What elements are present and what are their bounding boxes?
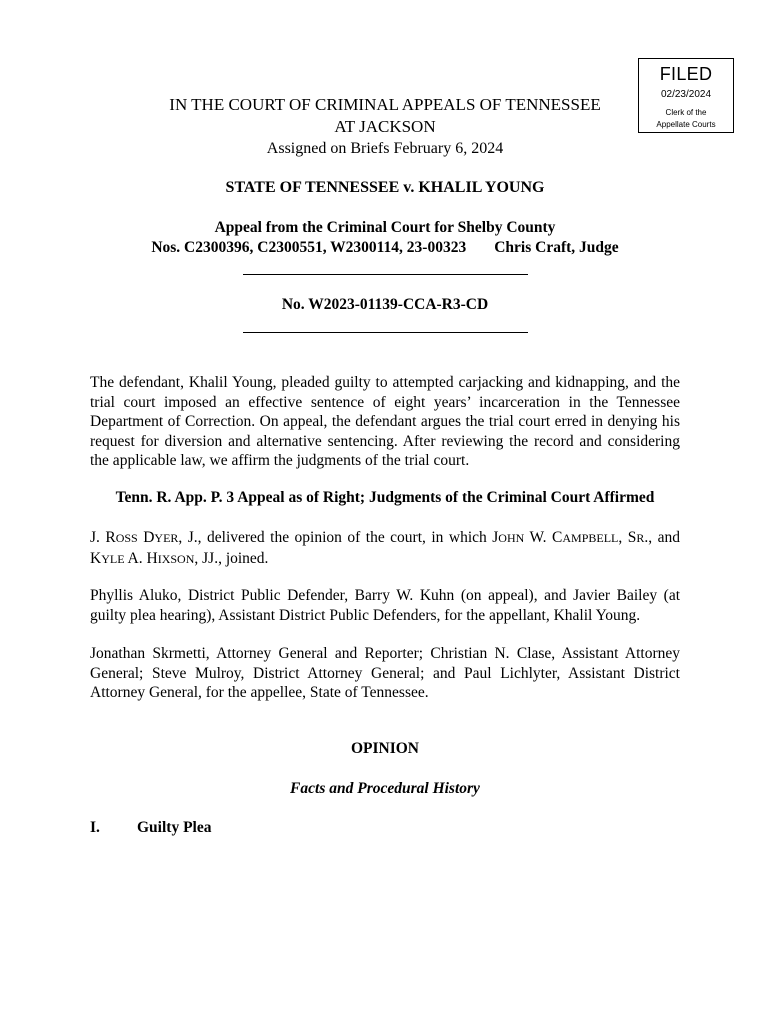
stamp-clerk-line2: Appellate Courts xyxy=(656,120,716,129)
court-name: IN THE COURT OF CRIMINAL APPEALS OF TENNESSEE xyxy=(169,95,601,114)
stamp-date: 02/23/2024 xyxy=(660,89,712,100)
filed-stamp xyxy=(638,58,734,133)
docket-number: No. W2023-01139-CCA-R3-CD xyxy=(281,296,489,313)
authorship: J. ROSS DYER, J., delivered the opinion of the court, in which JOHN W. CAMPBELL, SR., and KYLE A. HIXSON, JJ., joined. xyxy=(90,529,680,567)
disposition: Tenn. R. App. P. 3 Appeal as of Right; Judgments of the Criminal Court Affirmed xyxy=(115,489,655,506)
appeal-from: Appeal from the Criminal Court for Shelby County xyxy=(214,219,556,236)
opinion-heading: OPINION xyxy=(350,740,420,757)
facts-heading: Facts and Procedural History xyxy=(290,780,480,797)
section-title: Guilty Plea xyxy=(137,819,212,836)
counsel-appellant: Phyllis Aluko, District Public Defender, Barry W. Kuhn (on appeal), and Javier Bailey (at guilty plea hearing), Assistant District Public Defenders, for the appellant, Khalil Young. xyxy=(90,587,680,624)
case-numbers: Nos. C2300396, C2300551, W2300114, 23-00323 xyxy=(151,239,467,256)
court-location: AT JACKSON xyxy=(334,117,436,136)
section-number: I. xyxy=(90,819,100,836)
header-rule-top xyxy=(243,274,528,275)
trial-judge: Chris Craft, Judge xyxy=(494,239,619,256)
stamp-clerk-line1: Clerk of the xyxy=(665,108,707,117)
header-rule-bottom xyxy=(243,332,528,333)
case-title: STATE OF TENNESSEE v. KHALIL YOUNG xyxy=(225,179,545,196)
case-summary: The defendant, Khalil Young, pleaded guilty to attempted carjacking and kidnapping, and the trial court imposed an effective sentence of eight years’ incarceration in the Tennessee Department of Correction. On appeal, the defendant argues the trial court erred in denying his request for diversion and alternative sentencing. After reviewing the record and considering the applicable law, we affirm the judgments of the trial court. xyxy=(90,374,680,470)
case-numbers-line xyxy=(90,239,680,257)
counsel-appellee: Jonathan Skrmetti, Attorney General and Reporter; Christian N. Clase, Assistant Attorney General; Steve Mulroy, District Attorney General; and Paul Lichlyter, Assistant District Attorney General, for the appellee, State of Tennessee. xyxy=(90,645,680,702)
assigned-date: Assigned on Briefs February 6, 2024 xyxy=(266,140,504,157)
stamp-filed-label: FILED xyxy=(659,64,713,84)
